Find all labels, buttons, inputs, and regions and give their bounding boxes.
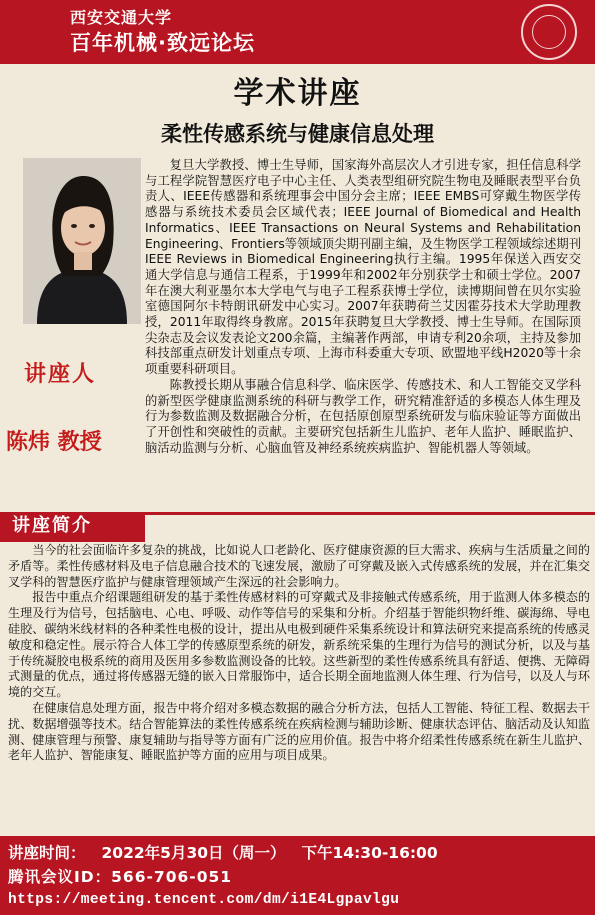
lecture-abstract [8, 543, 590, 764]
meeting-id: 566-706-051 [111, 868, 233, 886]
footer-banner [0, 836, 595, 915]
lecture-date: 2022年5月30日（周一） [101, 844, 286, 862]
speaker-role-label: 讲座人 [24, 362, 97, 387]
meeting-link[interactable]: https://meeting.tencent.com/dm/i1E4Lgpavlgu [8, 892, 400, 908]
university-seal-icon [521, 4, 577, 60]
time-label: 讲座时间： [8, 844, 86, 862]
speaker-photo [23, 158, 141, 324]
forum-name: 百年机械·致远论坛 [70, 31, 255, 55]
speaker-bio [145, 158, 581, 456]
intro-heading: 讲座简介 [12, 515, 92, 536]
abstract-paragraph: 报告中重点介绍课题组研发的基于柔性传感材料的可穿戴式及非接触式传感系统，用于监测人体多模态的生理及行为信号，包括脑电、心电、呼吸、动作等信号的采集和分析。介绍基于智能织物纤维、碳海绵、导电硅胶、碳纳米线材料的各种柔性电极的设计，提出从电极到硬件采集系统设计和算法研究来提高系统的传感灵敏度和稳定性。展示符合人体工学的传感原型系统的研发，新系统采集的生理行为信号的测试分析，以及与基于传统凝胶电极系统的商用及医用多参数监测设备的比较。这些新型的柔性传感系统具有舒适、便携、无障碍式测量的优点，通过将传感器无缝的嵌入日常服饰中，适合长期全面地监测人体生理、行为信号，以及人与环境的交互。 [8, 590, 590, 700]
page-title: 学术讲座 [233, 76, 362, 111]
speaker-name: 陈炜 教授 [6, 430, 102, 455]
meeting-label: 腾讯会议ID： [8, 868, 112, 886]
university-name: 西安交通大学 [70, 8, 173, 27]
abstract-paragraph: 在健康信息处理方面，报告中将介绍对多模态数据的融合分析方法，包括人工智能、特征工程、数据去干扰、数据增强等技术。结合智能算法的柔性传感系统在疾病检测与辅助诊断、健康状态评估、脑活动及认知监测、健康管理与预警、康复辅助与指导等方面有广泛的应用价值。报告中将介绍柔性传感系统在新生儿监护、老年人监护、智能康复、睡眠监护等方面的应用与项目成果。 [8, 700, 590, 763]
header-banner [0, 0, 595, 64]
bio-paragraph: 陈教授长期从事融合信息科学、临床医学、传感技术、和人工智能交叉学科的新型医学健康监测系统的科研与教学工作，研究精准舒适的多模态人体生理及行为参数监测及数据融合分析，在包括原创原型系统研发与临床验证等方面做出了开创性和突破性的贡献。主要研究包括新生儿监护、老年人监护、睡眠监护、脑活动监测与分析、心脑血管及神经系统疾病监护、智能机器人等领域。 [145, 377, 581, 455]
time-row [8, 841, 454, 863]
abstract-paragraph: 当今的社会面临许多复杂的挑战，比如说人口老龄化、医疗健康资源的巨大需求、疾病与生活质量之间的矛盾等。柔性传感材料及电子信息融合技术的飞速发展，激励了可穿戴及嵌入式传感系统的发展，并在汇集交叉学科的智慧医疗监护与健康管理领域产生深远的社会影响力。 [8, 543, 590, 589]
lecture-title: 柔性传感系统与健康信息处理 [161, 122, 434, 146]
bio-paragraph: 复旦大学教授、博士生导师，国家海外高层次人才引进专家，担任信息科学与工程学院智慧医疗电子中心主任、人类表型组研究院生物电及睡眠表型平台负责人、IEEE传感器和系统理事会中国分会主席；IEEE EMBS可穿戴生物医学传感器与系统技术委员会区域代表；IEEE Journal of Biomedical and Health Informatics、IEEE Transactions on Neural Systems and Rehabilitation Engineering、Frontiers等领域顶尖期刊副主编，及生物医学工程领域综述期刊IEEE Reviews in Biomedical Engineering执行主编。1995年保送入西安交通大学信息与通信工程系，于1999年和2002年分别获学士和硕士学位。2007年在澳大利亚墨尔本大学电气与电子工程系获博士学位，读博期间曾在贝尔实验室德国阿尔卡特朗讯研发中心实习。2007年获聘荷兰艾因霍芬技术大学助理教授，2011年取得终身教席。2015年获聘复旦大学教授、博士生导师。在国际顶尖杂志及会议发表论文200余篇，主编著作两部，申请专利20余项，主持及参加科技部重点研发计划重点专项、上海市科委重大专项、欧盟地平线H2020等十余项重要科研项目。 [145, 158, 581, 377]
meeting-row [8, 865, 232, 887]
lecture-time: 下午14:30-16:00 [301, 844, 438, 862]
